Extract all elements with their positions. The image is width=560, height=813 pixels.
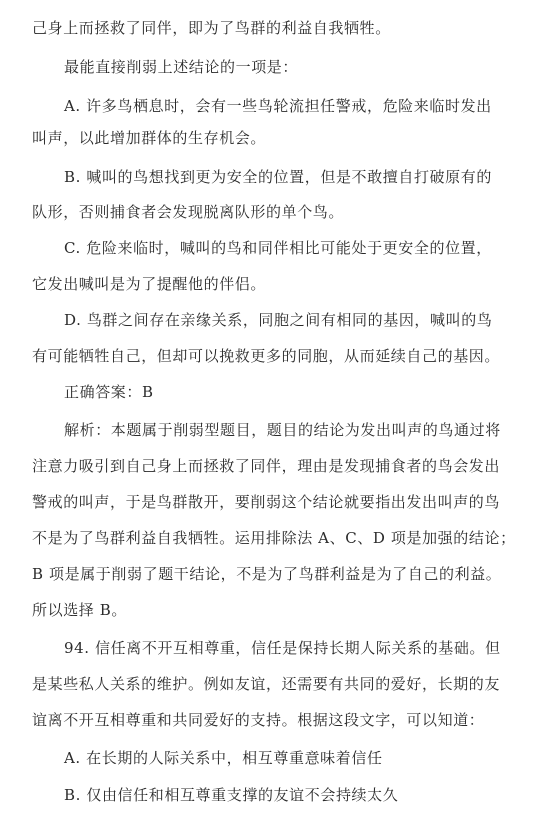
question-94-line-1: 94. 信任离不开互相尊重，信任是保持长期人际关系的基础。但 xyxy=(64,639,501,657)
option-a-line-1: A. 许多鸟栖息时，会有一些鸟轮流担任警戒，危险来临时发出 xyxy=(64,97,492,115)
analysis-line-6: 所以选择 B。 xyxy=(32,601,127,619)
correct-answer: 正确答案：B xyxy=(64,383,154,401)
text-line-1: 己身上而拯救了同伴，即为了鸟群的利益自我牺牲。 xyxy=(32,19,391,37)
option-c-line-2: 它发出喊叫是为了提醒他的伴侣。 xyxy=(32,275,267,293)
option-b-line-1: B. 喊叫的鸟想找到更为安全的位置，但是不敢擅自打破原有的 xyxy=(64,168,492,186)
analysis-line-1: 解析：本题属于削弱型题目，题目的结论为发出叫声的鸟通过将 xyxy=(64,421,501,439)
option-c-line-1: C. 危险来临时，喊叫的鸟和同伴相比可能处于更安全的位置， xyxy=(64,239,492,257)
analysis-line-4: 不是为了鸟群利益自我牺牲。运用排除法 A、C、D 项是加强的结论； xyxy=(32,529,516,547)
q94-option-b: B. 仅由信任和相互尊重支撑的友谊不会持续太久 xyxy=(64,786,399,804)
question-94-line-3: 谊离不开互相尊重和共同爱好的支持。根据这段文字，可以知道： xyxy=(32,711,485,729)
option-d-line-2: 有可能牺牲自己，但却可以挽救更多的同胞，从而延续自己的基因。 xyxy=(32,347,501,365)
option-b-line-2: 队形，否则捕食者会发现脱离队形的单个鸟。 xyxy=(32,203,345,221)
analysis-line-3: 警戒的叫声，于是鸟群散开，要削弱这个结论就要指出发出叫声的鸟 xyxy=(32,493,501,511)
question-94-line-2: 是某些私人关系的维护。例如友谊，还需要有共同的爱好，长期的友 xyxy=(32,675,501,693)
question-prompt: 最能直接削弱上述结论的一项是： xyxy=(64,58,299,76)
option-d-line-1: D. 鸟群之间存在亲缘关系，同胞之间有相同的基因，喊叫的鸟 xyxy=(64,311,493,329)
analysis-line-5: B 项是属于削弱了题干结论，不是为了鸟群利益是为了自己的利益。 xyxy=(32,565,502,583)
option-a-line-2: 叫声，以此增加群体的生存机会。 xyxy=(32,129,267,147)
analysis-line-2: 注意力吸引到自己身上而拯救了同伴，理由是发现捕食者的鸟会发出 xyxy=(32,457,501,475)
q94-option-a: A. 在长期的人际关系中，相互尊重意味着信任 xyxy=(64,749,383,767)
